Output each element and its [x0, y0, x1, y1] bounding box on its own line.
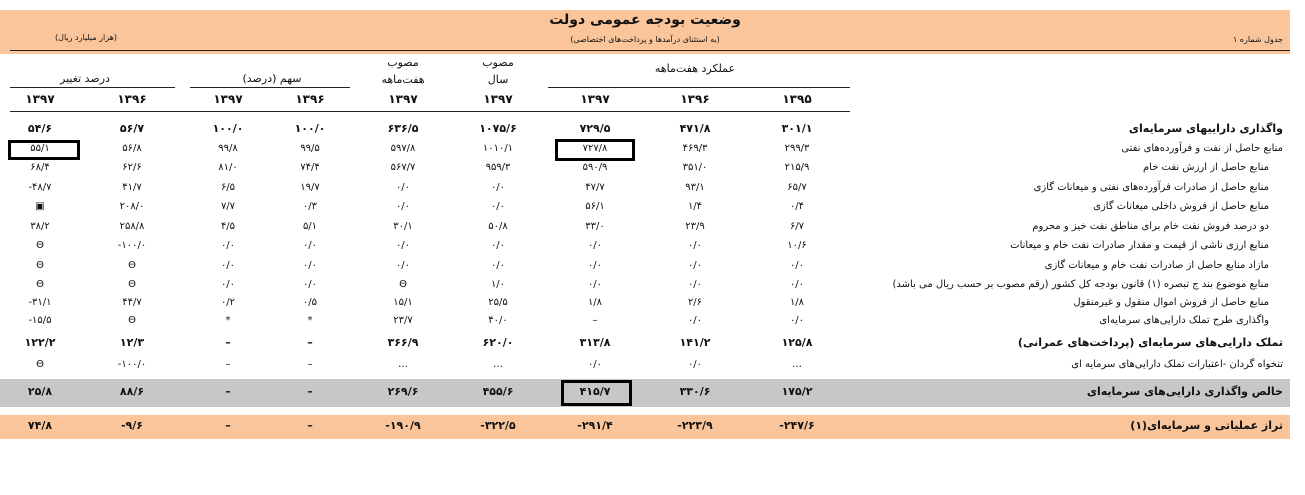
table-cell: ۵۰/۸ — [488, 221, 508, 232]
table-cell: ۰/۵ — [302, 297, 318, 308]
table-cell: ۰/۰ — [395, 240, 411, 251]
table-cell: ۰/۰ — [587, 279, 603, 290]
table-cell: ۰/۰ — [302, 279, 318, 290]
table-cell: ۳۳۰/۶ — [679, 385, 711, 398]
table-cell: ۵۵/۱ — [30, 143, 50, 154]
table-cell: ۰/۰ — [789, 315, 805, 326]
table-cell: ۱۰۰/۰ — [294, 122, 326, 135]
table-cell: ۱۲/۳ — [119, 336, 145, 349]
table-cell: ۱۲۲/۲ — [24, 336, 56, 349]
row-label: واگذاری طرح تملک دارایی‌های سرمایه‌ای — [1099, 315, 1269, 326]
table-title: وضعیت بودجه عمومی دولت — [549, 12, 741, 28]
table-cell: ۲۰۸/۰ — [119, 201, 145, 212]
table-cell: ۲۵/۵ — [488, 297, 508, 308]
table-cell: ۳۵۱/۰ — [682, 162, 708, 173]
table-cell: ۰/۰ — [789, 279, 805, 290]
table-cell: ۶۲/۶ — [122, 162, 142, 173]
year-col-2: ۱۳۹۶ — [680, 92, 710, 106]
balance-row-band — [0, 415, 1290, 439]
table-cell: – — [307, 359, 313, 370]
table-number: جدول شماره ۱ — [1232, 35, 1283, 44]
table-cell: ۴۷۱/۸ — [679, 122, 711, 135]
table-cell: ۶/۵ — [220, 182, 236, 193]
table-cell: Θ — [36, 279, 44, 290]
table-cell: … — [792, 359, 802, 370]
table-cell: ۰/۰ — [587, 240, 603, 251]
table-cell: -۹/۶ — [120, 419, 144, 432]
table-cell: ۱۴۱/۲ — [679, 336, 711, 349]
table-cell: Θ — [36, 240, 44, 251]
table-cell: ۹۹/۵ — [300, 143, 320, 154]
year-col-8: ۱۳۹۶ — [117, 92, 147, 106]
table-subtitle: (به استثنای درآمدها و پرداخت‌های اختصاصی) — [570, 35, 720, 44]
table-cell: ۵۶/۷ — [119, 122, 145, 135]
row-label: منابع حاصل از فروش داخلی میعانات گازی — [1093, 201, 1269, 212]
table-cell: ۴۵۵/۶ — [482, 385, 514, 398]
row-label: منابع حاصل از فروش اموال منقول و غیرمنقول — [1073, 297, 1269, 308]
table-cell: ۹۳/۱ — [685, 182, 705, 193]
table-cell: ۷۲۷/۸ — [582, 143, 608, 154]
table-cell: ۰/۰ — [587, 260, 603, 271]
table-cell: -۳۱/۱ — [28, 297, 52, 308]
table-cell: ۲۵/۸ — [27, 385, 53, 398]
row-label: منابع موضوع بند ج تبصره (۱) قانون بودجه کل کشور (رقم مصوب بر حسب ریال می باشد) — [892, 279, 1269, 290]
table-cell: ۴۱۵/۷ — [579, 385, 611, 398]
table-cell: Θ — [128, 279, 136, 290]
table-cell: ۱۰۷۵/۶ — [479, 122, 517, 135]
table-cell: -۱۰۰/۰ — [117, 359, 147, 370]
table-cell: ۱۹/۷ — [300, 182, 320, 193]
table-cell: ۰/۰ — [587, 359, 603, 370]
table-cell: ▣ — [35, 201, 45, 212]
row-label: منابع حاصل از ارزش نفت خام — [1142, 162, 1269, 173]
table-cell: ۵۹۷/۸ — [390, 143, 416, 154]
table-cell: ۷/۷ — [220, 201, 236, 212]
table-cell: ۰/۰ — [395, 182, 411, 193]
table-cell: -۳۲۲/۵ — [480, 419, 516, 432]
rule-years — [10, 111, 850, 112]
table-cell: ۲۶۹/۶ — [387, 385, 419, 398]
year-col-6: ۱۳۹۶ — [295, 92, 325, 106]
table-cell: ۱۰۱۰/۱ — [482, 143, 514, 154]
table-cell: ۰/۰ — [687, 279, 703, 290]
table-cell: ۶۵/۷ — [787, 182, 807, 193]
table-cell: -۲۴۷/۶ — [779, 419, 815, 432]
table-cell: ۷۲۹/۵ — [579, 122, 611, 135]
table-cell: * — [307, 315, 313, 326]
row-label: تراز عملیاتی و سرمایه‌ای(۱) — [1130, 419, 1283, 432]
table-cell: -۱۵/۵ — [28, 315, 52, 326]
rule-share — [190, 87, 350, 88]
table-cell: ۰/۰ — [687, 359, 703, 370]
table-cell: ۷۴/۸ — [27, 419, 53, 432]
table-cell: ۰/۰ — [789, 260, 805, 271]
table-cell: ۰/۰ — [220, 240, 236, 251]
table-cell: ۲۱۵/۹ — [784, 162, 810, 173]
table-cell: ۰/۰ — [687, 315, 703, 326]
row-label: دو درصد فروش نفت خام برای مناطق نفت خیز و محروم — [1032, 221, 1269, 232]
table-cell: -۲۹۱/۴ — [577, 419, 613, 432]
year-col-5: ۱۳۹۷ — [388, 92, 418, 106]
table-cell: – — [592, 315, 598, 326]
table-cell: ۰/۰ — [687, 260, 703, 271]
table-cell: ۳۶۶/۹ — [387, 336, 419, 349]
table-cell: ۰/۰ — [220, 279, 236, 290]
table-cell: ۱۰۰/۰ — [212, 122, 244, 135]
table-cell: ۶۳۶/۵ — [387, 122, 419, 135]
table-cell: ۰/۳ — [302, 201, 318, 212]
table-cell: ۲۳/۷ — [393, 315, 413, 326]
table-cell: ۳۳/۰ — [585, 221, 605, 232]
table-cell: ۳۱۳/۸ — [579, 336, 611, 349]
table-cell: Θ — [399, 279, 407, 290]
year-col-3: ۱۳۹۷ — [580, 92, 610, 106]
unit-label: (هزار میلیارد ریال) — [55, 33, 118, 42]
table-cell: ۹۵۹/۳ — [485, 162, 511, 173]
table-cell: ۶۸/۴ — [30, 162, 50, 173]
table-cell: – — [225, 419, 231, 432]
year-col-9: ۱۳۹۷ — [25, 92, 55, 106]
table-cell: ۴۷/۷ — [585, 182, 605, 193]
highlight-box-oil-change — [8, 140, 80, 160]
table-cell: ۸۱/۰ — [218, 162, 238, 173]
table-cell: ۵۶۷/۷ — [390, 162, 416, 173]
year-col-4: ۱۳۹۷ — [483, 92, 513, 106]
table-cell: ۰/۴ — [789, 201, 805, 212]
table-cell: ۳۸/۲ — [30, 221, 50, 232]
table-cell: ۶/۷ — [789, 221, 805, 232]
table-cell: ۴۰/۰ — [488, 315, 508, 326]
table-cell: ۵۶/۱ — [585, 201, 605, 212]
table-cell: ۲/۶ — [687, 297, 703, 308]
table-cell: ۱/۴ — [687, 201, 703, 212]
header-change: درصد تغییر — [60, 72, 110, 85]
table-cell: ۰/۰ — [490, 260, 506, 271]
header-approved-year-2: سال — [487, 73, 509, 86]
table-cell: ۱۲۵/۸ — [781, 336, 813, 349]
table-cell: ۴۶۹/۳ — [682, 143, 708, 154]
table-cell: ۷۴/۴ — [300, 162, 320, 173]
table-cell: ۰/۰ — [395, 201, 411, 212]
table-cell: ۶۲۰/۰ — [482, 336, 514, 349]
highlight-box-net-1397 — [561, 380, 632, 406]
table-cell: -۲۲۳/۹ — [677, 419, 713, 432]
row-label: مازاد منابع حاصل از صادرات نفت خام و میعانات گازی — [1044, 260, 1269, 271]
rule-performance — [548, 87, 850, 88]
table-cell: ۵۶/۸ — [122, 143, 142, 154]
table-cell: ۰/۰ — [220, 260, 236, 271]
header-performance: عملکرد هفت‌ماهه — [654, 62, 736, 75]
table-cell: -۱۹۰/۹ — [385, 419, 421, 432]
row-label: منابع حاصل از نفت و فرآورده‌های نفتی — [1121, 143, 1283, 154]
table-cell: ۱۰/۶ — [787, 240, 807, 251]
table-cell: – — [225, 385, 231, 398]
table-cell: -۱۰۰/۰ — [117, 240, 147, 251]
row-label: تنخواه گردان -اعتبارات تملک دارایی‌های سرمایه ای — [1071, 359, 1283, 370]
table-cell: ۲۳/۹ — [685, 221, 705, 232]
row-label: منابع حاصل از صادرات فرآورده‌های نفتی و میعانات گازی — [1033, 182, 1269, 193]
table-cell: ۳۰۱/۱ — [781, 122, 813, 135]
table-cell: Θ — [128, 315, 136, 326]
table-cell: ۴۴/۷ — [122, 297, 142, 308]
table-cell: – — [225, 336, 231, 349]
table-cell: ۵۴/۶ — [27, 122, 53, 135]
table-cell: ۴/۵ — [220, 221, 236, 232]
header-share: سهم (درصد) — [242, 72, 302, 85]
table-cell: ۸۸/۶ — [119, 385, 145, 398]
table-cell: ۰/۰ — [687, 240, 703, 251]
table-cell: ۰/۰ — [302, 240, 318, 251]
row-label: واگذاری داراییهای سرمایه‌ای — [1128, 122, 1283, 135]
table-cell: – — [225, 359, 231, 370]
table-cell: Θ — [36, 260, 44, 271]
table-cell: ۵/۱ — [302, 221, 318, 232]
table-cell: ۵۹۰/۹ — [582, 162, 608, 173]
table-cell: ۱/۰ — [490, 279, 506, 290]
rule-change — [10, 87, 175, 88]
table-cell: ۰/۰ — [395, 260, 411, 271]
table-cell: – — [307, 336, 313, 349]
table-cell: … — [493, 359, 503, 370]
table-cell: – — [307, 385, 313, 398]
table-cell: Θ — [36, 359, 44, 370]
table-cell: ۹۹/۸ — [218, 143, 238, 154]
table-cell: ۰/۰ — [490, 182, 506, 193]
table-cell: ۱/۸ — [587, 297, 603, 308]
table-cell: … — [398, 359, 408, 370]
table-cell: * — [225, 315, 231, 326]
row-label: خالص واگذاری دارایی‌های سرمایه‌ای — [1086, 385, 1283, 398]
rule-top — [10, 50, 1290, 51]
table-cell: ۰/۰ — [490, 201, 506, 212]
table-cell: ۱۷۵/۲ — [781, 385, 813, 398]
table-cell: ۰/۰ — [490, 240, 506, 251]
table-cell: ۰/۲ — [220, 297, 236, 308]
table-cell: ۲۹۹/۳ — [784, 143, 810, 154]
table-cell: -۴۸/۷ — [28, 182, 52, 193]
header-approved-year-1: مصوب — [482, 56, 514, 69]
row-label: تملک دارایی‌های سرمایه‌ای (پرداخت‌های عمرانی) — [1017, 336, 1283, 349]
year-col-1: ۱۳۹۵ — [782, 92, 812, 106]
row-label: منابع ارزی ناشی از قیمت و مقدار صادرات نفت خام و میعانات — [1010, 240, 1269, 251]
table-cell: ۱/۸ — [789, 297, 805, 308]
table-cell: Θ — [128, 260, 136, 271]
header-approved-7m-1: مصوب — [387, 56, 419, 69]
table-cell: – — [307, 419, 313, 432]
year-col-7: ۱۳۹۷ — [213, 92, 243, 106]
table-cell: ۳۰/۱ — [393, 221, 413, 232]
table-cell: ۱۵/۱ — [393, 297, 413, 308]
table-cell: ۴۱/۷ — [122, 182, 142, 193]
header-approved-7m-2: هفت‌ماهه — [381, 73, 425, 86]
highlight-box-oil-1397 — [555, 139, 635, 161]
table-cell: ۰/۰ — [302, 260, 318, 271]
table-cell: ۲۵۸/۸ — [119, 221, 145, 232]
